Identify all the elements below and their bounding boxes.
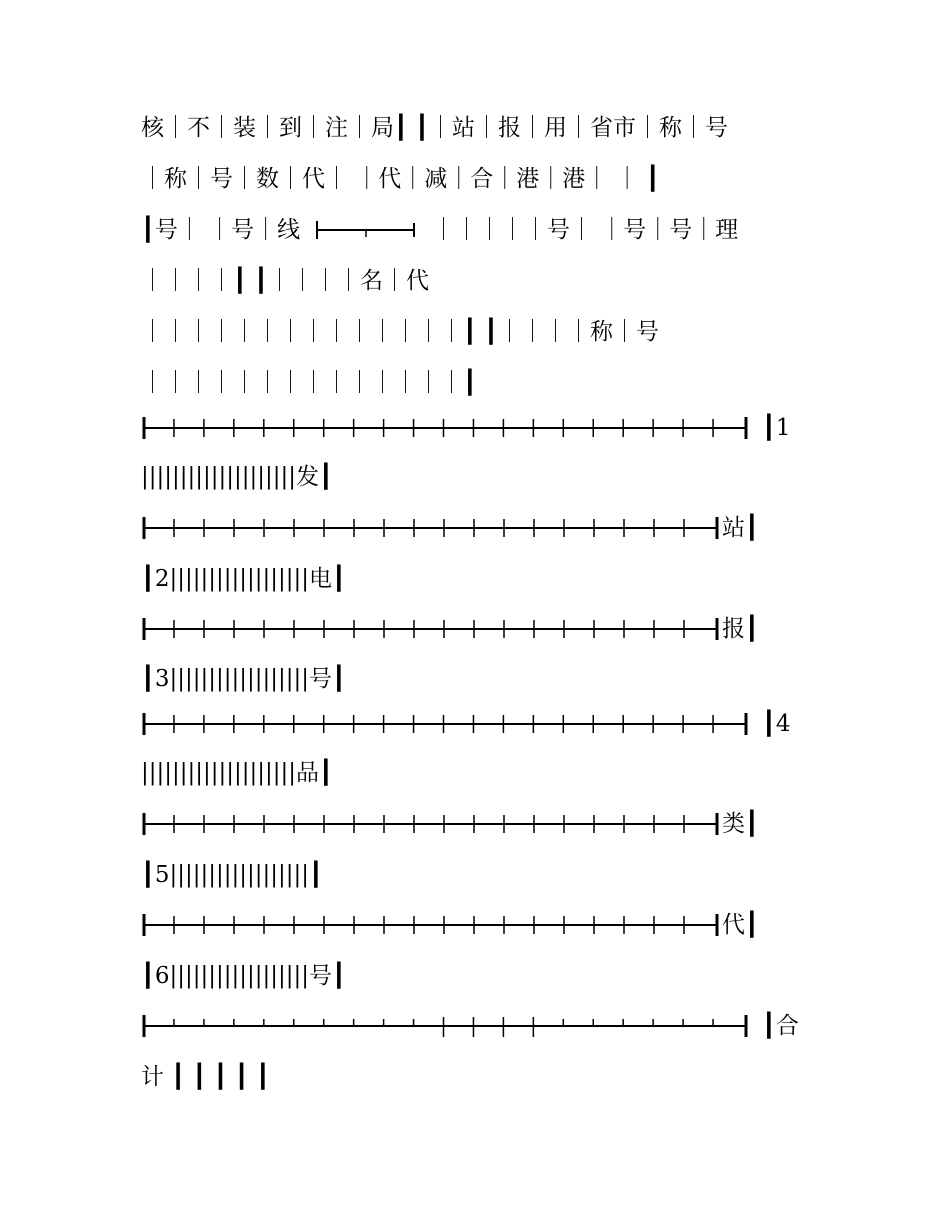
table-rule-4 — [141, 709, 751, 739]
table-text-line-1: 核｜不｜装｜到｜注｜局┃ ┃｜站｜报｜用｜省市｜称｜号 — [141, 115, 729, 141]
rule-6-tail: 代┃ — [722, 912, 759, 938]
rule-2-tail: 站┃ — [722, 515, 759, 541]
table-text-line-7: ||||||||||||||||||||发┃ — [141, 464, 333, 490]
table-text-line-13: 计 ┃ ┃ ┃ ┃ ┃ — [141, 1064, 270, 1090]
table-text-line-9: ┃3||||||||||||||||||号┃ — [141, 666, 346, 692]
table-text-line-4: ｜｜｜｜┃ ┃｜｜｜｜名｜代 — [141, 268, 430, 294]
short-rule — [316, 215, 416, 245]
table-text-line-12: ┃6||||||||||||||||||号┃ — [141, 963, 346, 989]
table-rule-3 — [141, 614, 721, 644]
table-text-line-2: ｜称｜号｜数｜代｜ ｜代｜减｜合｜港｜港｜ ｜ ┃ — [141, 166, 660, 192]
table-text-line-6: ｜｜｜｜｜｜｜｜｜｜｜｜｜｜┃ — [141, 370, 477, 396]
table-rule-2 — [141, 513, 721, 543]
table-text-line-10: ||||||||||||||||||||品┃ — [141, 760, 333, 786]
table-text-line-8: ┃2||||||||||||||||||电┃ — [141, 566, 346, 592]
table-rule-1 — [141, 413, 751, 443]
rule-4-tail: ┃4 — [762, 711, 791, 737]
table-text-line-3: ┃号｜ ｜号｜线 — [141, 217, 301, 243]
rule-3-tail: 报┃ — [722, 616, 759, 642]
rule-7-tail: ┃合 — [762, 1013, 799, 1039]
table-text-line-11: ┃5||||||||||||||||||┃ — [141, 862, 323, 888]
table-rule-7 — [141, 1011, 751, 1041]
rule-5-tail: 类┃ — [722, 811, 759, 837]
table-rule-5 — [141, 809, 721, 839]
rule-1-tail: ┃1 — [762, 415, 791, 441]
table-text-line-5: ｜｜｜｜｜｜｜｜｜｜｜｜｜｜┃ ┃｜｜｜｜称｜号 — [141, 319, 660, 345]
table-rule-6 — [141, 910, 721, 940]
table-text-line-3-tail: ｜｜｜｜｜号｜ ｜号｜号｜理 — [432, 217, 739, 243]
